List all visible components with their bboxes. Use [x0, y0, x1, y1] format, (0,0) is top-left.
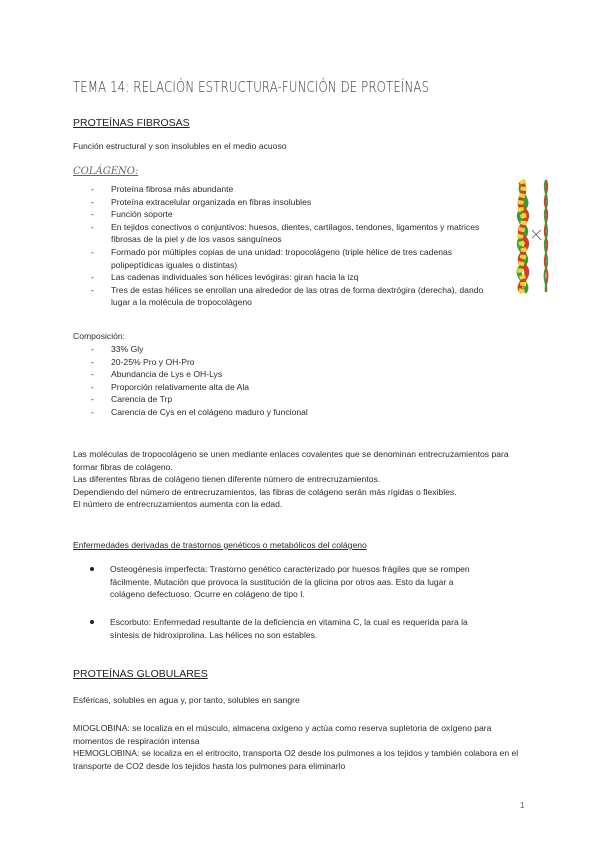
page-title: TEMA 14: RELACIÓN ESTRUCTURA-FUNCIÓN DE PROTEÍNAS	[73, 78, 430, 96]
paragraph-line: Las moléculas de tropocolágeno se unen mediante enlaces covalentes que se denominan entrecruzamientos para formar fibras de colágeno.	[73, 449, 509, 472]
list-item: Osteogénesis imperfecta: Trastorno genético caracterizado por huesos frágiles que se rompen fácilmente. Mutación que provoca la sustitución de la glicina por otros aas. Esto da lugar a colágeno defectuoso. Ocurre en colágeno de tipo I.	[110, 563, 490, 601]
list-item: - Carencia de Cys en el colágeno maduro y funcional	[91, 406, 491, 419]
hemoglobina-paragraph: HEMOGLOBINA: se localiza en el eritrocito, transporta O2 desde los pulmones a los tejidos y también colabora en el transporte de CO2 desde los tejidos hasta los pulmones para eliminarlo	[73, 748, 519, 771]
list-item: - Abundancia de Lys e OH-Lys	[91, 368, 491, 381]
section-heading-globulares: PROTEÍNAS GLOBULARES	[73, 668, 208, 680]
fibrosas-intro: Función estructural y son insolubles en el medio acuoso	[73, 141, 287, 151]
entrecruzamientos-paragraph	[73, 448, 533, 511]
section-heading-fibrosas: PROTEÍNAS FIBROSAS	[73, 117, 190, 129]
list-item: - Proteína extracelular organizada en fibras insolubles	[91, 196, 491, 209]
list-item: - 20-25% Pro y OH-Pro	[91, 356, 491, 369]
composicion-list	[91, 343, 491, 419]
bullet-icon	[90, 620, 94, 624]
enfermedades-heading: Enfermedades derivadas de trastornos genéticos o metabólicos del colágeno	[73, 540, 367, 550]
list-item: - En tejidos conectivos o conjuntivos: huesos, dientes, cartílagos, tendones, ligamentos y matrices fibrosas de la piel y de los vasos sanguíneos	[91, 221, 491, 246]
page-number: 1	[520, 801, 525, 810]
bullet-icon	[90, 567, 94, 571]
enfermedades-list	[110, 563, 490, 601]
list-item: - Proteína fibrosa más abundante	[91, 183, 491, 196]
mioglobina-paragraph: MIOGLOBINA: se localiza en el músculo, almacena oxígeno y actúa como reserva supletoria de oxígeno para momentos de respiración intensa	[73, 723, 492, 746]
globulares-intro: Esféricas, solubles en agua y, por tanto, solubles en sangre	[73, 695, 300, 705]
list-item: - 33% Gly	[91, 343, 491, 356]
list-item: Escorbuto: Enfermedad resultante de la deficiencia en vitamina C, la cual es requerida para la síntesis de hidroxiprolina. Las hélices no son estables.	[110, 616, 490, 641]
enfermedades-list-2	[110, 616, 490, 641]
list-item: - Función soporte	[91, 208, 491, 221]
subsection-heading-colageno: COLÁGENO:	[73, 166, 139, 177]
paragraph-line: Las diferentes fibras de colágeno tienen diferente número de entrecruzamientos.	[73, 474, 381, 485]
list-item: - Tres de estas hélices se enrollan una alrededor de las otras de forma dextrógira (derecha), dando lugar a la molécula de tropocolágeno	[91, 284, 491, 309]
list-item: - Formado por múltiples copias de una unidad: tropocolágeno (triple hélice de tres cadenas polipeptídicas iguales o distintas)	[91, 246, 491, 271]
paragraph-line: El número de entrecruzamientos aumenta con la edad.	[73, 499, 283, 510]
collagen-triple-helix-illustration	[510, 178, 556, 294]
composicion-heading: Composición:	[73, 331, 126, 341]
list-item: - Carencia de Trp	[91, 393, 491, 406]
helix-right-strand	[545, 180, 548, 292]
colageno-list	[91, 183, 491, 309]
paragraph-line: Dependiendo del número de entrecruzamientos, las fibras de colágeno serán más rígidas o flexibles.	[73, 486, 457, 497]
list-item: - Proporción relativamente alta de Ala	[91, 381, 491, 394]
helix-left-strand	[519, 180, 527, 294]
list-item: - Las cadenas individuales son hélices levógiras: giran hacia la izq	[91, 271, 491, 284]
